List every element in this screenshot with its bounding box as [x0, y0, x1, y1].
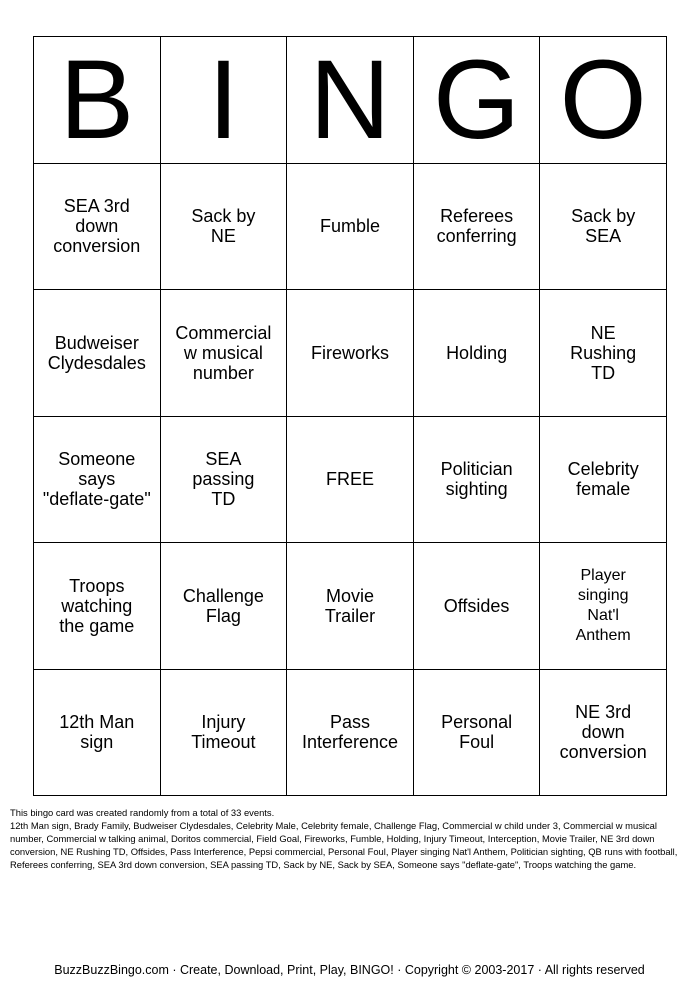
- header-letter-g: G: [414, 37, 541, 164]
- bingo-square: Challenge Flag: [161, 543, 288, 670]
- bingo-square: 12th Man sign: [34, 670, 161, 797]
- card-info: [10, 806, 690, 871]
- header-letter-b: B: [34, 37, 161, 164]
- header-letter-n: N: [287, 37, 414, 164]
- bingo-square: Sack by NE: [161, 164, 288, 291]
- bingo-square: Movie Trailer: [287, 543, 414, 670]
- bingo-square: Fireworks: [287, 290, 414, 417]
- free-square: FREE: [287, 417, 414, 544]
- bingo-square: Troops watching the game: [34, 543, 161, 670]
- header-letter-i: I: [161, 37, 288, 164]
- bingo-card: [33, 36, 667, 796]
- footer-copyright: BuzzBuzzBingo.com · Create, Download, Print, Play, BINGO! · Copyright © 2003-2017 · All rights reserved: [54, 963, 645, 977]
- header-letter-o: O: [540, 37, 667, 164]
- bingo-square: Pass Interference: [287, 670, 414, 797]
- bingo-square: Politician sighting: [414, 417, 541, 544]
- bingo-square: Offsides: [414, 543, 541, 670]
- bingo-square: Holding: [414, 290, 541, 417]
- bingo-square: Commercial w musical number: [161, 290, 288, 417]
- bingo-square: SEA passing TD: [161, 417, 288, 544]
- bingo-square: Personal Foul: [414, 670, 541, 797]
- bingo-square: NE Rushing TD: [540, 290, 667, 417]
- bingo-square: Someone says "deflate-gate": [34, 417, 161, 544]
- bingo-square: Player singing Nat'l Anthem: [540, 543, 667, 670]
- bingo-square: Referees conferring: [414, 164, 541, 291]
- info-event-list: 12th Man sign, Brady Family, Budweiser Clydesdales, Celebrity Male, Celebrity female, Challenge Flag, Commercial w child under 3, Commercial w musical number, Commercial w talking animal, Doritos commercial, Field Goal, Fireworks, Fumble, Holding, Injury Timeout, Interception, Movie Trailer, NE 3rd down conversion, NE Rushing TD, Offsides, Pass Interference, Pepsi commercial, Personal Foul, Player singing Nat'l Anthem, Politician sighting, QB runs with football, Referees conferring, SEA 3rd down conversion, SEA passing TD, Sack by NE, Sack by SEA, Someone says "deflate-gate", Troops watching the game.: [10, 820, 678, 870]
- bingo-square: Sack by SEA: [540, 164, 667, 291]
- bingo-square: Budweiser Clydesdales: [34, 290, 161, 417]
- bingo-square: SEA 3rd down conversion: [34, 164, 161, 291]
- bingo-square: Celebrity female: [540, 417, 667, 544]
- bingo-square: NE 3rd down conversion: [540, 670, 667, 797]
- bingo-square: Fumble: [287, 164, 414, 291]
- info-summary: This bingo card was created randomly from a total of 33 events.: [10, 807, 275, 818]
- bingo-square: Injury Timeout: [161, 670, 288, 797]
